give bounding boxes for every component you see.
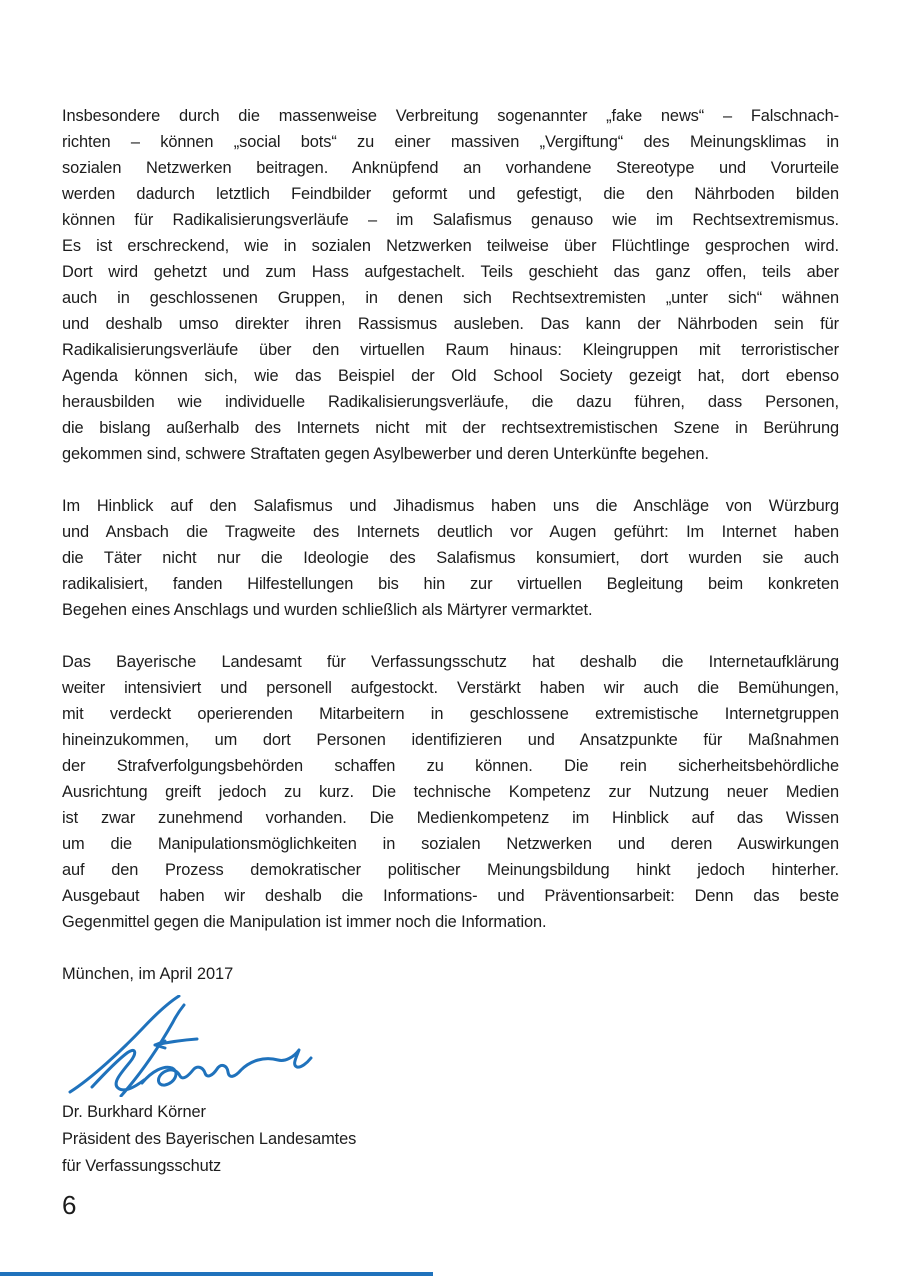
- signature: [62, 995, 839, 1097]
- text-line: können für Radikalisierungsverläufe – im Salafismus genauso wie im Rechtsextremismus.: [62, 211, 839, 229]
- body-text: [62, 103, 839, 935]
- text-line: auch in geschlossenen Gruppen, in denen sich Rechtsextremisten „unter sich“ wähnen: [62, 289, 839, 307]
- text-line: Gegenmittel gegen die Manipulation ist immer noch die Information.: [62, 913, 547, 931]
- text-line: der Strafverfolgungsbehörden schaffen zu können. Die rein sicherheitsbehördliche: [62, 757, 839, 775]
- signer-title-line1: Präsident des Bayerischen Landesamtes: [62, 1130, 357, 1148]
- text-line: die Täter nicht nur die Ideologie des Salafismus konsumiert, dort wurden sie auch: [62, 549, 839, 567]
- text-line: mit verdeckt operierenden Mitarbeitern in geschlossene extremistische Internetgruppen: [62, 705, 839, 723]
- paragraph: [62, 103, 839, 467]
- paragraph: [62, 649, 839, 935]
- text-line: ist zwar zunehmend vorhanden. Die Medienkompetenz im Hinblick auf das Wissen: [62, 809, 839, 827]
- text-line: Ausgebaut haben wir deshalb die Informations- und Präventionsarbeit: Denn das beste: [62, 887, 839, 905]
- text-line: herausbilden wie individuelle Radikalisierungsverläufe, die dazu führen, dass Personen,: [62, 393, 839, 411]
- text-line: radikalisiert, fanden Hilfestellungen bis hin zur virtuellen Begleitung beim konkreten: [62, 575, 839, 593]
- text-line: Das Bayerische Landesamt für Verfassungsschutz hat deshalb die Internetaufklärung: [62, 653, 839, 671]
- paragraph: [62, 493, 839, 623]
- text-line: weiter intensiviert und personell aufgestockt. Verstärkt haben wir auch die Bemühungen,: [62, 679, 839, 697]
- signer-block: [62, 1099, 839, 1180]
- footer-accent-bar: [0, 1272, 433, 1276]
- text-line: auf den Prozess demokratischer politischer Meinungsbildung hinkt jedoch hinterher.: [62, 861, 839, 879]
- page-content: [62, 103, 839, 1180]
- text-line: Radikalisierungsverläufe über den virtuellen Raum hinaus: Kleingruppen mit terroristischer: [62, 341, 839, 359]
- signature-icon: [64, 995, 324, 1097]
- text-line: Insbesondere durch die massenweise Verbreitung sogenannter „fake news“ – Falschnach-: [62, 107, 839, 125]
- text-line: richten – können „social bots“ zu einer massiven „Vergiftung“ des Meinungsklimas in: [62, 133, 839, 151]
- text-line: um die Manipulationsmöglichkeiten in sozialen Netzwerken und deren Auswirkungen: [62, 835, 839, 853]
- text-line: gekommen sind, schwere Straftaten gegen Asylbewerber und deren Unterkünfte begehen.: [62, 445, 709, 463]
- text-line: Ausrichtung greift jedoch zu kurz. Die technische Kompetenz zur Nutzung neuer Medien: [62, 783, 839, 801]
- text-line: Es ist erschreckend, wie in sozialen Netzwerken teilweise über Flüchtlinge gesprochen wird.: [62, 237, 839, 255]
- text-line: und Ansbach die Tragweite des Internets deutlich vor Augen geführt: Im Internet haben: [62, 523, 839, 541]
- signer-name: Dr. Burkhard Körner: [62, 1103, 206, 1121]
- signer-title-line2: für Verfassungsschutz: [62, 1157, 222, 1175]
- text-line: und deshalb umso direkter ihren Rassismus ausleben. Das kann der Nährboden sein für: [62, 315, 839, 333]
- dateline: München, im April 2017: [62, 965, 234, 983]
- text-line: sozialen Netzwerken beitragen. Anknüpfend an vorhandene Stereotype und Vorurteile: [62, 159, 839, 177]
- text-line: die bislang außerhalb des Internets nicht mit der rechtsextremistischen Szene in Berührung: [62, 419, 839, 437]
- text-line: Agenda können sich, wie das Beispiel der Old School Society gezeigt hat, dort ebenso: [62, 367, 839, 385]
- text-line: werden dadurch letztlich Feindbilder geformt und gefestigt, die den Nährboden bilden: [62, 185, 839, 203]
- page-number: 6: [62, 1190, 77, 1220]
- text-line: hineinzukommen, um dort Personen identifizieren und Ansatzpunkte für Maßnahmen: [62, 731, 839, 749]
- text-line: Im Hinblick auf den Salafismus und Jihadismus haben uns die Anschläge von Würzburg: [62, 497, 839, 515]
- text-line: Begehen eines Anschlags und wurden schließlich als Märtyrer vermarktet.: [62, 601, 593, 619]
- text-line: Dort wird gehetzt und zum Hass aufgestachelt. Teils geschieht das ganz offen, teils aber: [62, 263, 839, 281]
